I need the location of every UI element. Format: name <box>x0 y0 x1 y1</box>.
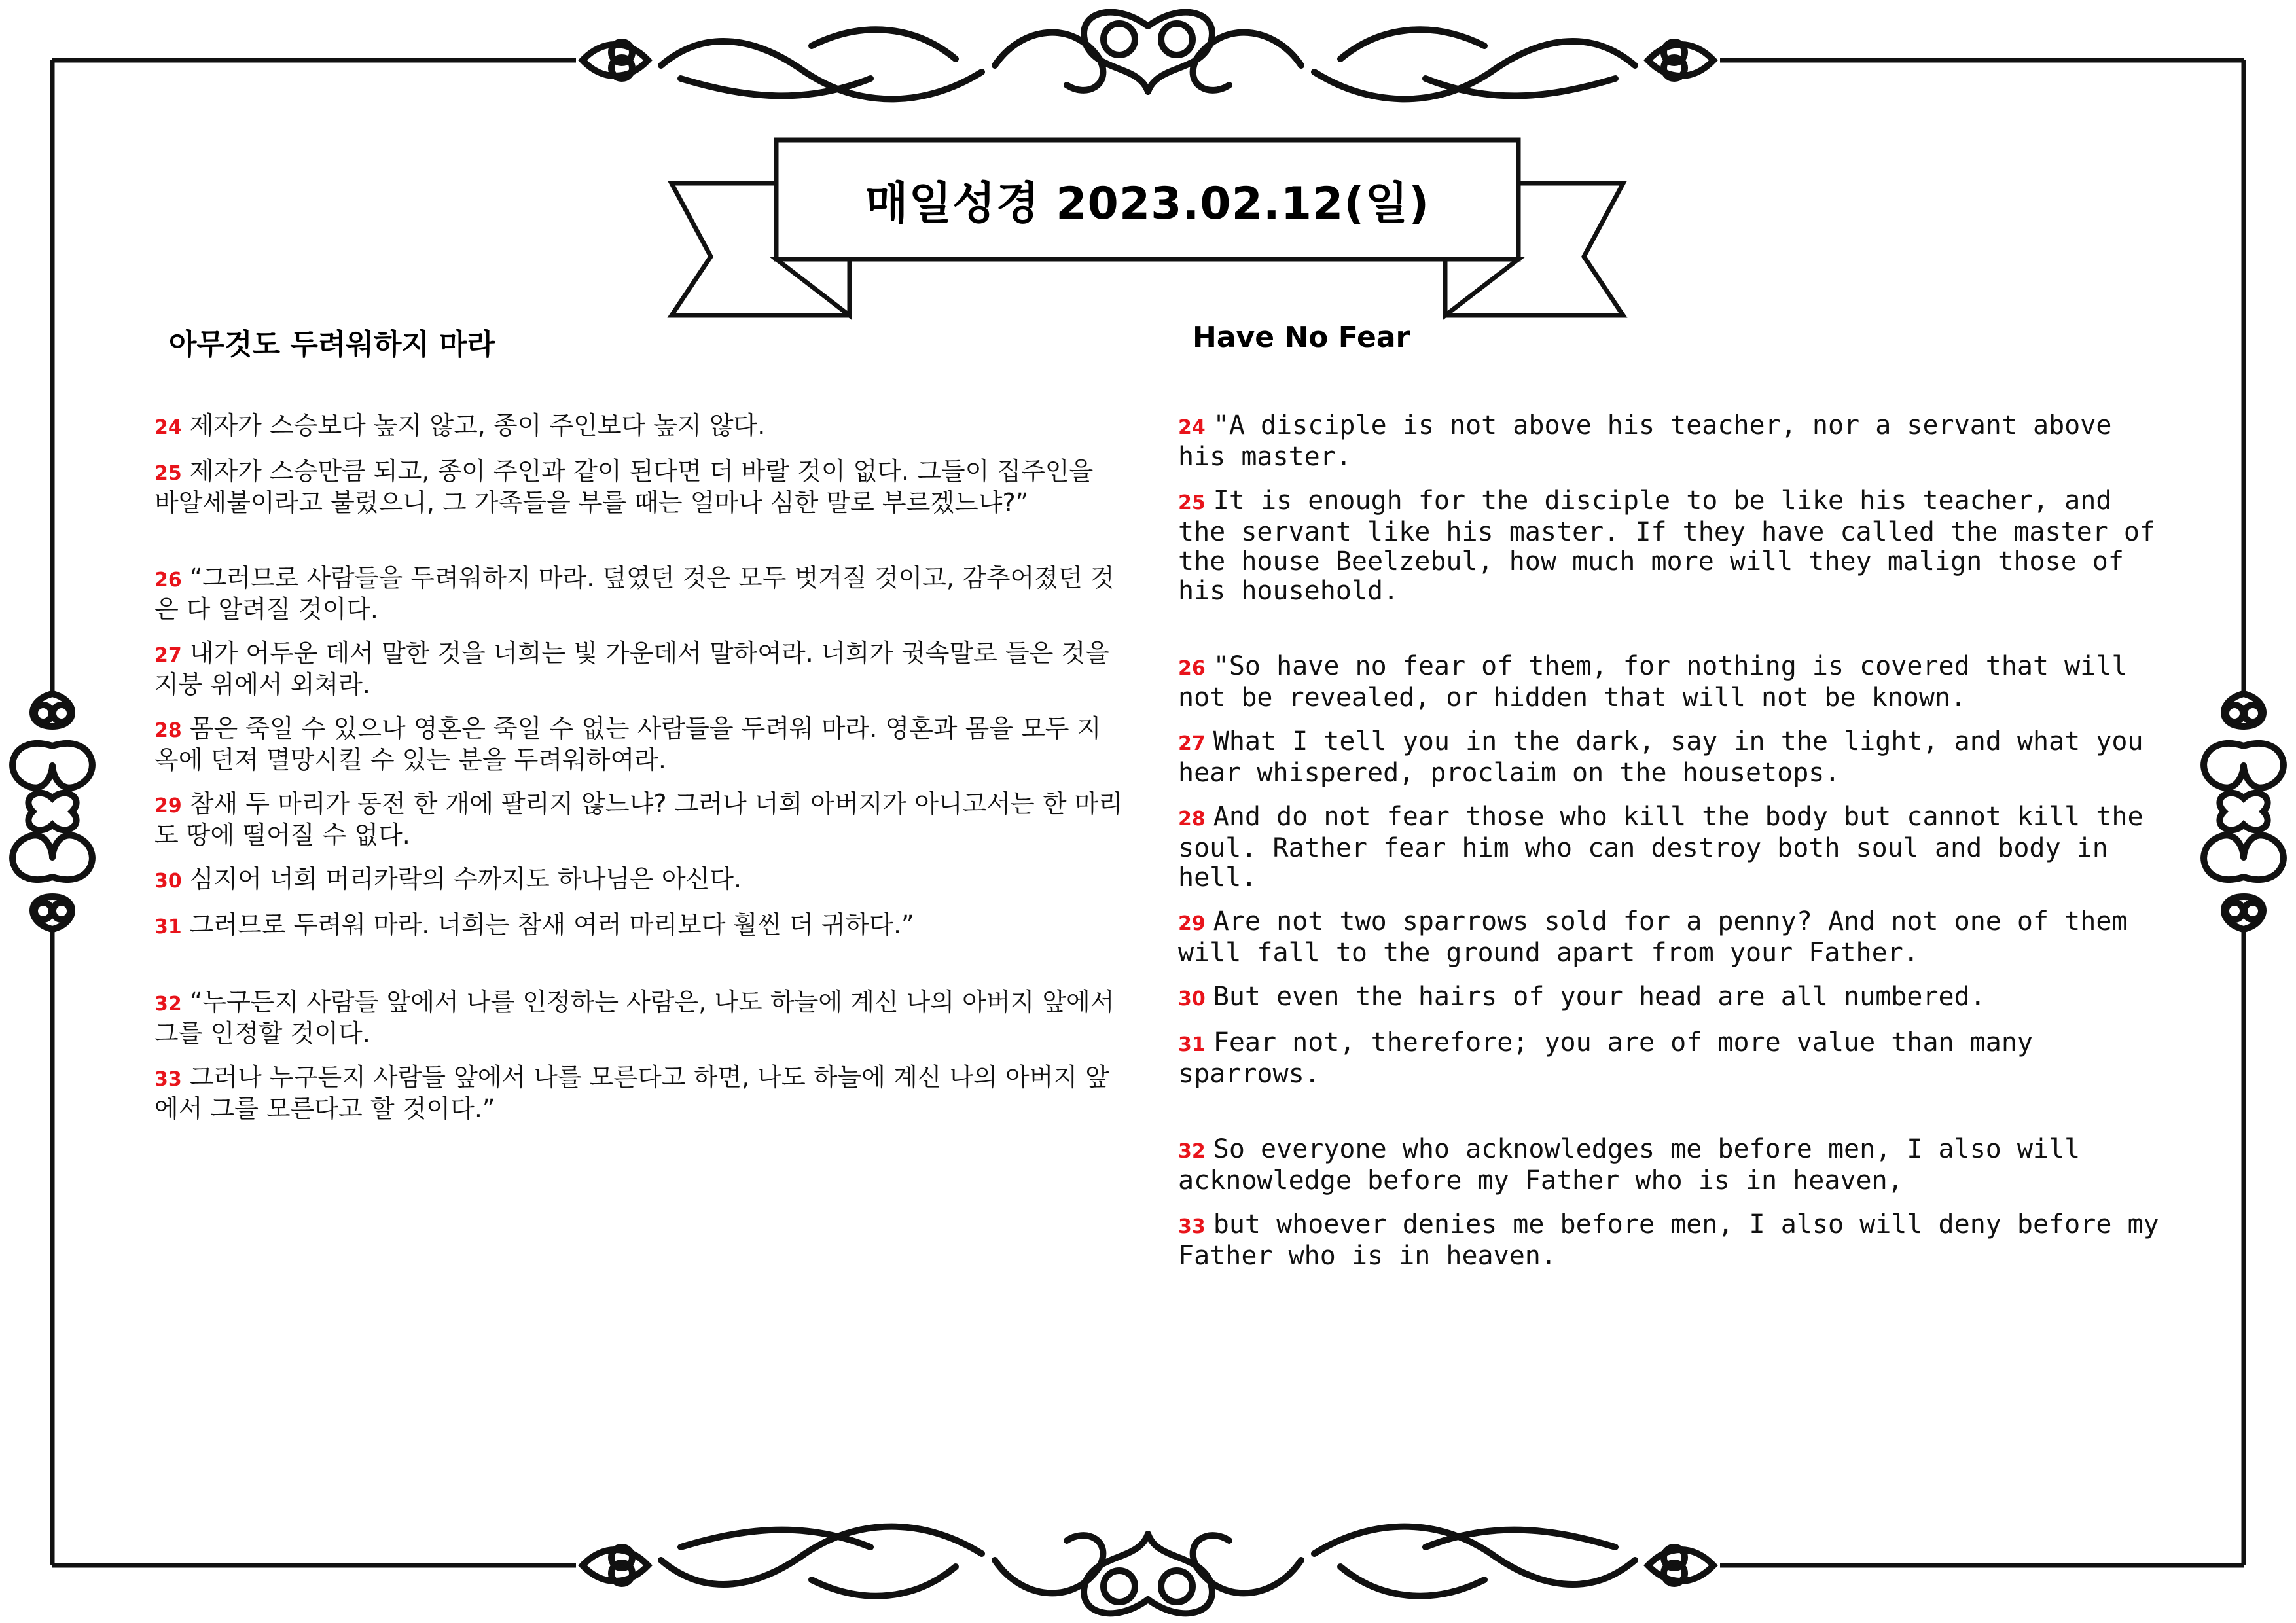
verse-26-ko <box>154 563 1123 624</box>
korean-verses <box>154 411 1123 1138</box>
verse-number: 30 <box>1178 988 1206 1010</box>
verse-30-en <box>1178 982 2160 1014</box>
verse-number: 31 <box>154 916 182 938</box>
verse-text: 참새 두 마리가 동전 한 개에 팔리지 않느냐? 그러나 너희 아버지가 아니고서는 한 마리도 땅에 떨어질 수 없다. <box>154 789 1123 849</box>
verse-text: 몸은 죽일 수 있으나 영혼은 죽일 수 없는 사람들을 두려워 마라. 영혼과 몸을 모두 지옥에 던져 멸망시킬 수 있는 분을 두려워하여라. <box>154 714 1102 774</box>
verse-26-en <box>1178 652 2160 713</box>
verse-29-en <box>1178 907 2160 968</box>
right-ornament <box>2204 694 2284 929</box>
verse-31-en <box>1178 1028 2160 1089</box>
verse-text: 그러므로 두려워 마라. 너희는 참새 여러 마리보다 훨씬 더 귀하다.” <box>189 910 914 939</box>
verse-text: "A disciple is not above his teacher, nor a servant above his master. <box>1178 410 2112 472</box>
verse-31-ko <box>154 910 1123 942</box>
verse-number: 31 <box>1178 1033 1206 1056</box>
verse-32-ko <box>154 988 1123 1048</box>
verse-32-en <box>1178 1135 2160 1196</box>
verse-number: 29 <box>154 794 182 817</box>
verse-number: 25 <box>154 462 182 485</box>
verse-text: "So have no fear of them, for nothing is covered that will not be revealed, or hidden that will not be known. <box>1178 651 2128 713</box>
verse-number: 30 <box>154 870 182 893</box>
english-verses <box>1178 411 2160 1285</box>
verse-text: So everyone who acknowledges me before men, I also will acknowledge before my Father who is in heaven, <box>1178 1134 2081 1196</box>
verse-text: 제자가 스승만큼 되고, 종이 주인과 같이 된다면 더 바랄 것이 없다. 그들이 집주인을 바알세불이라고 불렀으니, 그 가족들을 부를 때는 얼마나 심한 말로 부르겠느냐?” <box>154 457 1094 517</box>
verse-25-en <box>1178 486 2160 606</box>
top-ornament <box>583 12 1713 99</box>
left-ornament <box>12 694 92 929</box>
verse-text: And do not fear those who kill the body but cannot kill the soul. Rather fear him who can destroy both soul and body in hell. <box>1178 802 2144 893</box>
verse-number: 27 <box>1178 732 1206 755</box>
verse-text: 심지어 너희 머리카락의 수까지도 하나님은 아신다. <box>189 865 742 893</box>
verse-text: 내가 어두운 데서 말한 것을 너희는 빛 가운데서 말하여라. 너희가 귓속말로 들은 것을 지붕 위에서 외쳐라. <box>154 639 1109 699</box>
verse-28-en <box>1178 802 2160 893</box>
verse-text: but whoever denies me before men, I also will deny before my Father who is in heaven. <box>1178 1209 2159 1271</box>
verse-text: It is enough for the disciple to be like his teacher, and the servant like his master. If they have called the master of the house Beelzebul, how much more will they malign those of his household. <box>1178 486 2156 606</box>
verse-24-ko <box>154 411 1123 442</box>
verse-text: 그러나 누구든지 사람들 앞에서 나를 모른다고 하면, 나도 하늘에 계신 나의 아버지 앞에서 그를 모른다고 할 것이다.” <box>154 1063 1109 1123</box>
verse-text: “누구든지 사람들 앞에서 나를 인정하는 사람은, 나도 하늘에 계신 나의 아버지 앞에서 그를 인정할 것이다. <box>154 988 1115 1048</box>
verse-text: But even the hairs of your head are all numbered. <box>1213 982 1986 1012</box>
verse-text: Are not two sparrows sold for a penny? And not one of them will fall to the ground apart from your Father. <box>1178 906 2128 968</box>
bottom-ornament <box>583 1527 1713 1614</box>
verse-text: Fear not, therefore; you are of more value than many sparrows. <box>1178 1027 2034 1089</box>
verse-number: 26 <box>1178 657 1206 680</box>
verse-number: 24 <box>154 416 182 439</box>
verse-number: 33 <box>1178 1215 1206 1238</box>
page-title: 매일성경 2023.02.12(일) <box>865 177 1430 230</box>
verse-text: What I tell you in the dark, say in the light, and what you hear whispered, proclaim on the housetops. <box>1178 726 2144 788</box>
verse-27-en <box>1178 727 2160 788</box>
verse-text: “그러므로 사람들을 두려워하지 마라. 덮였던 것은 모두 벗겨질 것이고, 감추어졌던 것은 다 알려질 것이다. <box>154 563 1115 624</box>
verse-30-ko <box>154 865 1123 896</box>
verse-number: 28 <box>154 719 182 742</box>
verse-33-en <box>1178 1210 2160 1271</box>
verse-number: 24 <box>1178 416 1206 439</box>
verse-text: 제자가 스승보다 높지 않고, 종이 주인보다 높지 않다. <box>189 411 766 440</box>
verse-number: 26 <box>154 569 182 592</box>
verse-29-ko <box>154 789 1123 850</box>
verse-number: 29 <box>1178 912 1206 935</box>
verse-number: 33 <box>154 1068 182 1091</box>
verse-24-en <box>1178 411 2160 472</box>
verse-number: 27 <box>154 644 182 667</box>
verse-25-ko <box>154 457 1123 518</box>
verse-number: 25 <box>1178 491 1206 514</box>
verse-33-ko <box>154 1063 1123 1124</box>
english-section-title: Have No Fear <box>1193 321 1410 354</box>
verse-number: 32 <box>154 993 182 1016</box>
verse-number: 32 <box>1178 1140 1206 1163</box>
verse-28-ko <box>154 714 1123 775</box>
verse-27-ko <box>154 639 1123 700</box>
verse-number: 28 <box>1178 808 1206 830</box>
korean-section-title: 아무것도 두려워하지 마라 <box>169 328 495 361</box>
